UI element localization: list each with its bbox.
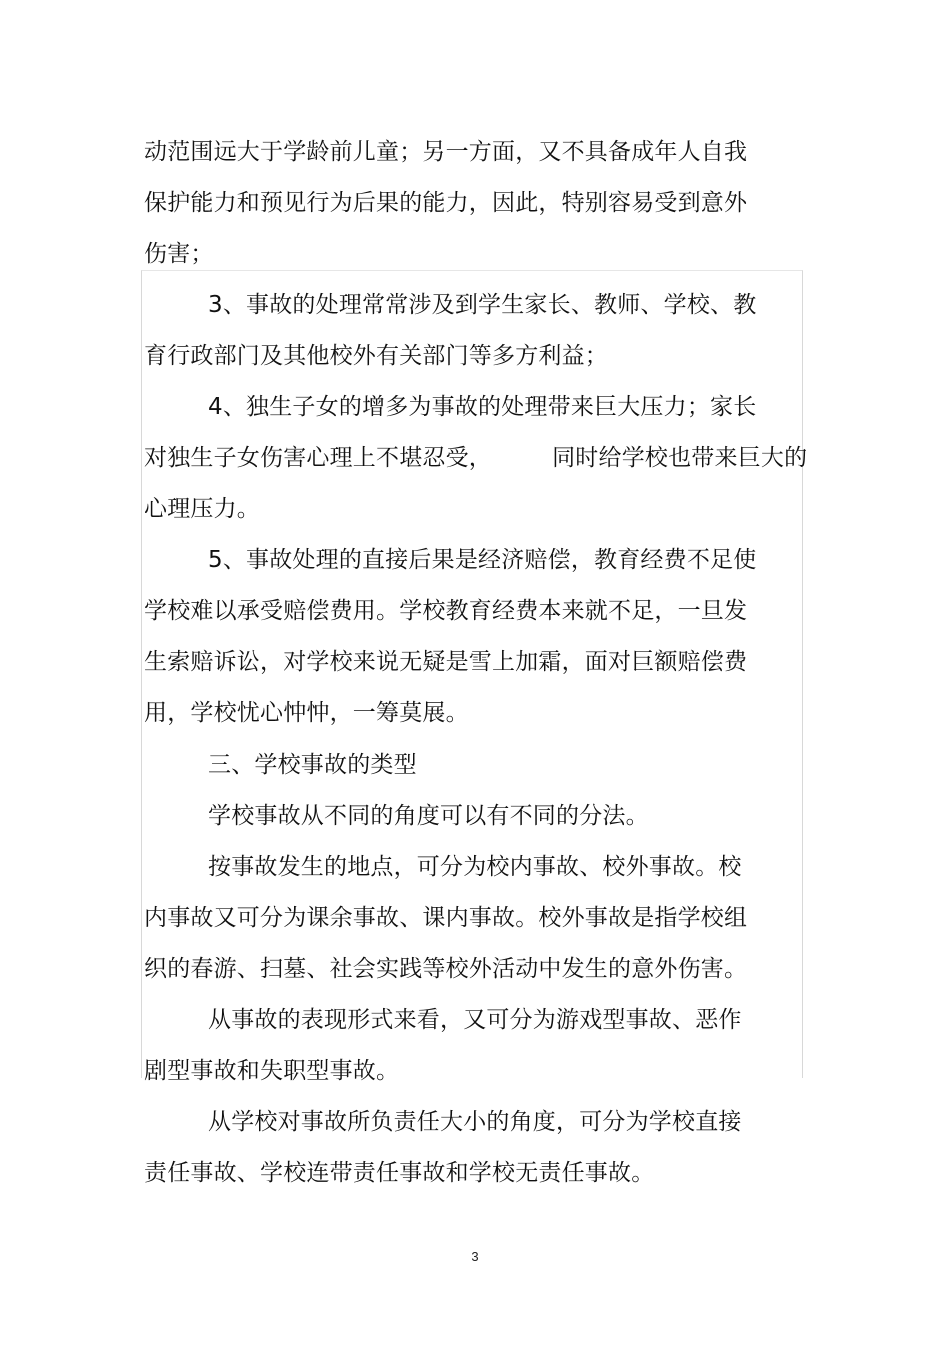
text-line: 学校事故从不同的角度可以有不同的分法。 [208, 803, 649, 829]
section-heading: 三、学校事故的类型 [208, 752, 417, 778]
text-line: 责任事故、学校连带责任事故和学校无责任事故。 [144, 1160, 655, 1186]
text-line: 生索赔诉讼，对学校来说无疑是雪上加霜，面对巨额赔偿费 [144, 649, 748, 675]
text-line: 4、独生子女的增多为事故的处理带来巨大压力；家长 [208, 394, 757, 420]
text-line: 动范围远大于学龄前儿童；另一方面，又不具备成年人自我 [144, 139, 748, 165]
text-line: 保护能力和预见行为后果的能力，因此，特别容易受到意外 [144, 190, 748, 216]
text-line: 对独生子女伤害心理上不堪忍受， 同时给学校也带来巨大的 [144, 445, 808, 471]
text-line: 3、事故的处理常常涉及到学生家长、教师、学校、教 [208, 292, 757, 318]
text-line: 内事故又可分为课余事故、课内事故。校外事故是指学校组 [144, 905, 748, 931]
text-line: 学校难以承受赔偿费用。学校教育经费本来就不足，一旦发 [144, 598, 748, 624]
text-line: 心理压力。 [144, 496, 260, 522]
text-line: 伤害； [144, 241, 214, 267]
text-line: 按事故发生的地点，可分为校内事故、校外事故。校 [208, 854, 742, 880]
text-line: 从事故的表现形式来看，又可分为游戏型事故、恶作 [208, 1007, 742, 1033]
text-line: 5、事故处理的直接后果是经济赔偿，教育经费不足使 [208, 547, 757, 573]
text-line: 育行政部门及其他校外有关部门等多方利益； [144, 343, 608, 369]
text-line: 织的春游、扫墓、社会实践等校外活动中发生的意外伤害。 [144, 956, 748, 982]
text-line: 剧型事故和失职型事故。 [144, 1058, 400, 1084]
page-number: 3 [471, 1249, 479, 1264]
text-line: 从学校对事故所负责任大小的角度，可分为学校直接 [208, 1109, 742, 1135]
text-line: 用，学校忧心忡忡，一筹莫展。 [144, 700, 469, 726]
